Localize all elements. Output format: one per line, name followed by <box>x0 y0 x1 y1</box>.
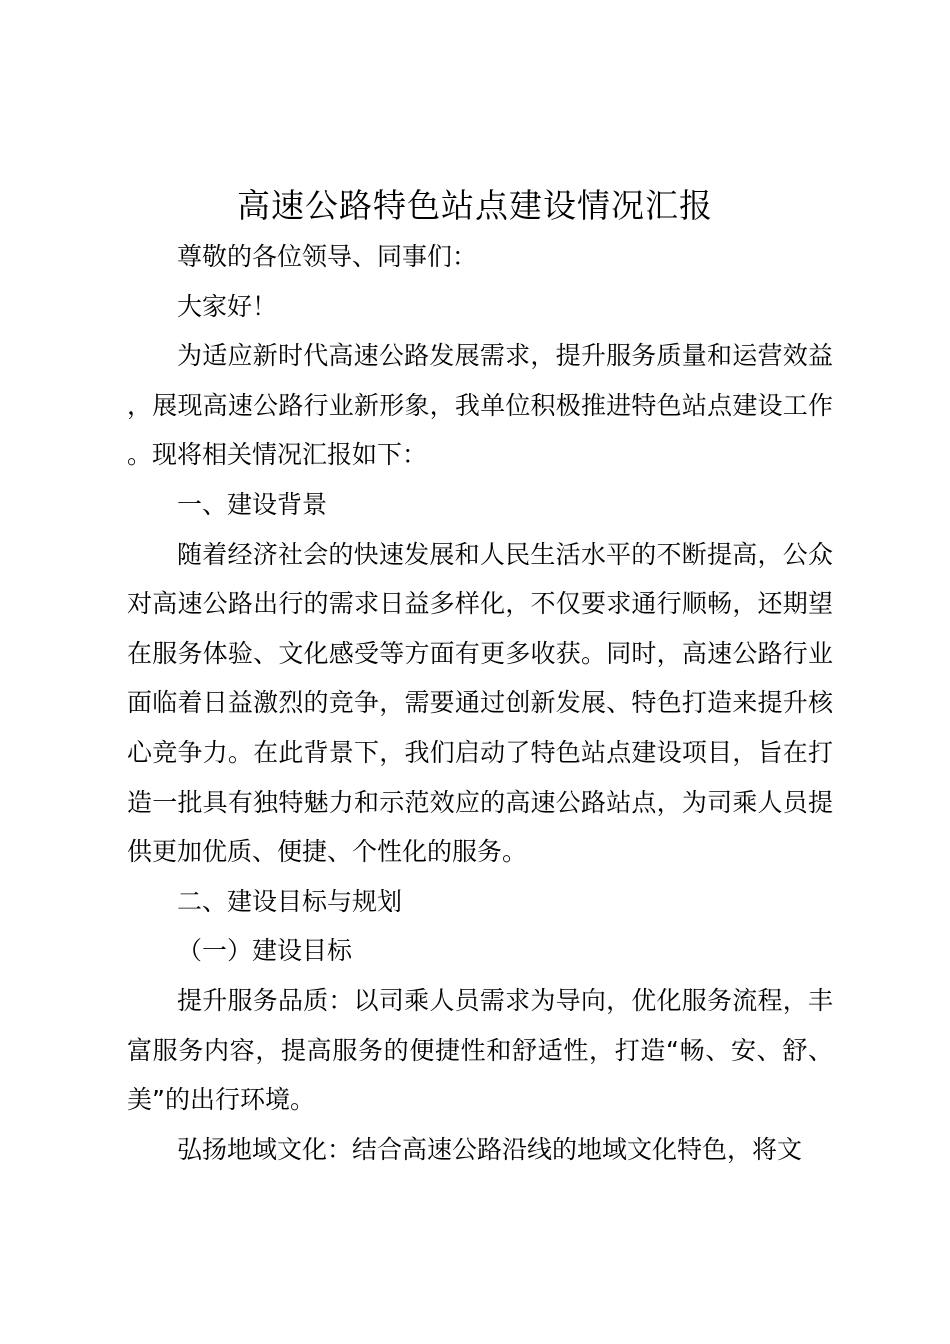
document-body <box>127 232 833 1174</box>
goal-paragraph-service: 提升服务品质：以司乘人员需求为导向，优化服务流程，丰富服务内容，提高服务的便捷性和舒适性，打造“畅、安、舒、美”的出行环境。 <box>127 985 833 1115</box>
document-title: 高速公路特色站点建设情况汇报 <box>237 186 713 225</box>
intro-paragraph: 为适应新时代高速公路发展需求，提升服务质量和运营效益，展现高速公路行业新形象，我单位积极推进特色站点建设工作。现将相关情况汇报如下： <box>127 341 833 470</box>
salutation: 尊敬的各位领导、同事们： <box>177 242 478 271</box>
section-heading-goals: 二、建设目标与规划 <box>177 886 403 916</box>
subsection-heading-goals: （一）建设目标 <box>177 936 353 966</box>
goal-paragraph-culture: 弘扬地域文化：结合高速公路沿线的地域文化特色，将文 <box>177 1134 803 1164</box>
section-heading-background: 一、建设背景 <box>177 489 328 519</box>
greeting: 大家好！ <box>177 291 278 321</box>
background-paragraph: 随着经济社会的快速发展和人民生活水平的不断提高，公众对高速公路出行的需求日益多样化，不仅要求通行顺畅，还期望在服务体验、文化感受等方面有更多收获。同时，高速公路行业面临着日益激烈的竞争，需要通过创新发展、特色打造来提升核心竞争力。在此背景下，我们启动了特色站点建设项目，旨在打造一批具有独特魅力和示范效应的高速公路站点，为司乘人员提供更加优质、便捷、个性化的服务。 <box>127 539 833 867</box>
